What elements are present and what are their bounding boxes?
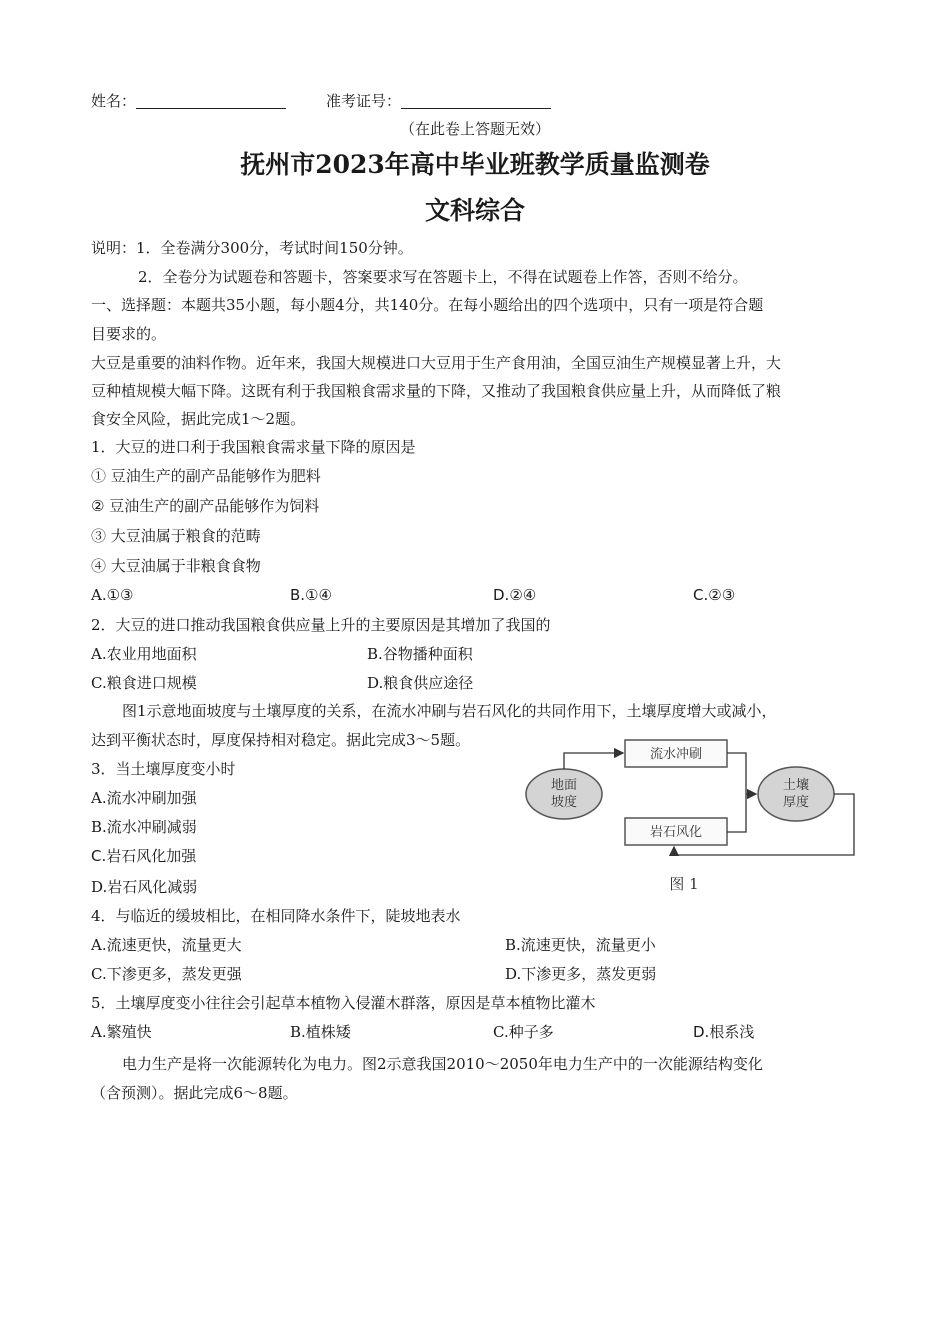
- q1-statement-2: ② 豆油生产的副产品能够作为饲料: [91, 497, 320, 515]
- weathering-label: 岩石风化: [649, 825, 703, 840]
- q1-stem: 1．大豆的进口利于我国粮食需求量下降的原因是: [91, 438, 416, 456]
- passage3-line1: 电力生产是将一次能源转化为电力。图2示意我国2010～2050年电力生产中的一次能源结构变化: [122, 1055, 763, 1073]
- q3-option-c: C.岩石风化加强: [91, 847, 197, 865]
- section-heading-line1: 一、选择题：本题共35小题，每小题4分，共140分。在每小题给出的四个选项中，只有一项是符合题: [91, 296, 764, 314]
- instruction-1: 说明：1．全卷满分300分，考试时间150分钟。: [91, 239, 413, 257]
- q1-option-d: D.②④: [493, 586, 537, 604]
- name-field: [91, 91, 286, 111]
- q2-option-d: D.粮食供应途径: [367, 674, 474, 692]
- q2-stem: 2．大豆的进口推动我国粮食供应量上升的主要原因是其增加了我国的: [91, 616, 551, 634]
- exam-id-label: 准考证号：: [326, 92, 402, 110]
- passage1-line3: 食安全风险，据此完成1～2题。: [91, 410, 306, 428]
- soil-node: [758, 767, 834, 821]
- q3-option-d: D.岩石风化减弱: [91, 878, 198, 896]
- invalid-note: （在此卷上答题无效）: [399, 120, 550, 138]
- merge-line: [727, 753, 746, 832]
- figure1-caption: 图 1: [669, 875, 699, 893]
- soil-label-1: 土壤: [782, 778, 810, 793]
- soil-label-2: 厚度: [782, 795, 810, 810]
- q1-statement-1: ① 豆油生产的副产品能够作为肥料: [91, 467, 321, 485]
- passage2-line2: 达到平衡状态时，厚度保持相对稳定。据此完成3～5题。: [91, 731, 471, 749]
- q3-stem: 3．当土壤厚度变小时: [91, 760, 236, 778]
- exam-id-field: [326, 91, 551, 111]
- q5-option-a: A.繁殖快: [91, 1023, 152, 1041]
- q2-option-c: C.粮食进口规模: [91, 674, 197, 692]
- name-blank: [136, 92, 286, 109]
- figure1-diagram: [524, 737, 860, 897]
- q5-option-c: C.种子多: [493, 1023, 554, 1041]
- q4-option-a: A.流速更快，流量更大: [91, 936, 242, 954]
- q5-option-b: B.植株矮: [290, 1023, 351, 1041]
- slope-label-1: 地面: [550, 778, 578, 793]
- q1-statement-3: ③ 大豆油属于粮食的范畴: [91, 527, 261, 545]
- q1-option-b: B.①④: [290, 586, 332, 604]
- slope-node: [526, 769, 602, 819]
- arrow-slope-to-erosion: [564, 753, 623, 769]
- page-subtitle: 文科综合: [424, 196, 525, 225]
- erosion-label: 流水冲刷: [649, 747, 703, 762]
- passage2-line1: 图1示意地面坡度与土壤厚度的关系，在流水冲刷与岩石风化的共同作用下，土壤厚度增大或减小，: [122, 702, 777, 720]
- passage3-line2: （含预测）。据此完成6～8题。: [91, 1084, 298, 1102]
- name-label: 姓名：: [91, 92, 137, 110]
- q4-option-c: C.下渗更多，蒸发更强: [91, 965, 242, 983]
- q4-stem: 4．与临近的缓坡相比，在相同降水条件下，陡坡地表水: [91, 907, 461, 925]
- q3-option-a: A.流水冲刷加强: [91, 789, 197, 807]
- q1-option-c: C.②③: [693, 586, 736, 604]
- exam-id-blank: [401, 92, 551, 109]
- q3-option-b: B.流水冲刷减弱: [91, 818, 197, 836]
- page-title: 抚州市2023年高中毕业班教学质量监测卷: [240, 150, 710, 179]
- instruction-2: 2．全卷分为试题卷和答题卡，答案要求写在答题卡上，不得在试题卷上作答，否则不给分。: [138, 268, 748, 286]
- q1-statement-4: ④ 大豆油属于非粮食食物: [91, 557, 261, 575]
- q5-option-d: D.根系浅: [693, 1023, 755, 1041]
- q1-option-a: A.①③: [91, 586, 134, 604]
- q4-option-b: B.流速更快，流量更小: [505, 936, 656, 954]
- passage1-line2: 豆种植规模大幅下降。这既有利于我国粮食需求量的下降，又推动了我国粮食供应量上升，从而降低了粮: [91, 382, 782, 400]
- q4-option-d: D.下渗更多，蒸发更弱: [505, 965, 657, 983]
- section-heading-line2: 目要求的。: [91, 325, 167, 343]
- q2-option-b: B.谷物播种面积: [367, 645, 473, 663]
- slope-label-2: 坡度: [550, 795, 578, 810]
- q2-option-a: A.农业用地面积: [91, 645, 197, 663]
- passage1-line1: 大豆是重要的油料作物。近年来，我国大规模进口大豆用于生产食用油，全国豆油生产规模显著上升，大: [91, 354, 782, 372]
- q5-stem: 5．土壤厚度变小往往会引起草本植物入侵灌木群落，原因是草本植物比灌木: [91, 994, 596, 1012]
